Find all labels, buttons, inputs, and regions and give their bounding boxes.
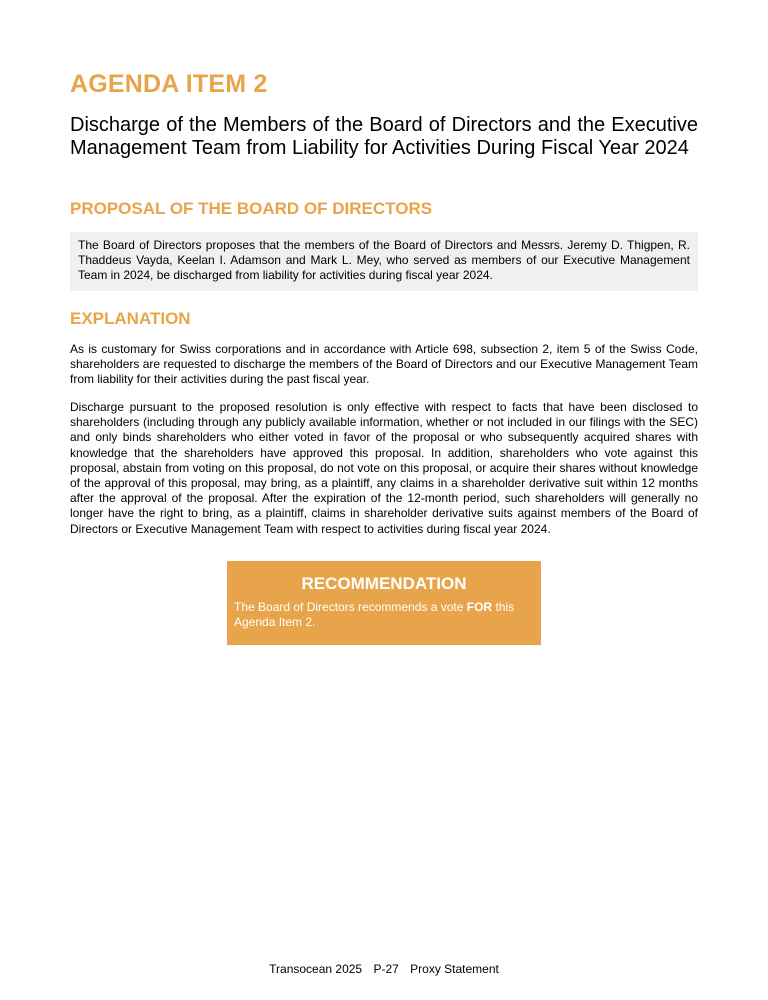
footer-page-number: P-27: [373, 962, 399, 976]
recommendation-title: RECOMMENDATION: [301, 574, 467, 593]
recommendation-text-after: this Agenda Item 2.: [234, 600, 515, 629]
recommendation-text: [234, 600, 534, 630]
footer-company-year: Transocean 2025: [269, 962, 363, 976]
explanation-paragraph-2: Discharge pursuant to the proposed resolution is only effective with respect to facts that have been disclosed to shareholders (including through any publicly available information, whether or not included in our filings with the SEC) and only binds shareholders who either voted in favor of the proposal or who subsequently acquired shares with knowledge that the shareholders have approved this proposal. In addition, shareholders who vote against this proposal, abstain from voting on this proposal, do not vote on this proposal, or acquire their shares without knowledge of the approval of this proposal, may bring, as a plaintiff, any claims in a shareholder derivative suit within 12 months after the approval of the proposal. After the expiration of the 12-month period, such shareholders will generally no longer have the right to bring, as a plaintiff, claims in shareholder derivative suits against members of the Board of Directors or Executive Management Team with respect to activities during fiscal year 2024.: [70, 400, 698, 536]
recommendation-box: [227, 561, 541, 645]
proposal-text: The Board of Directors proposes that the members of the Board of Directors and Messrs. Jeremy D. Thigpen, R. Thaddeus Vayda, Keelan I. Adamson and Mark L. Mey, who served as members of our Executive Management Team in 2024, be discharged from liability for activities during fiscal year 2024.: [78, 238, 690, 283]
recommendation-vote-for: FOR: [466, 600, 493, 614]
footer-document-name: Proxy Statement: [410, 962, 499, 976]
explanation-heading: EXPLANATION: [70, 309, 191, 328]
explanation-paragraph-1: As is customary for Swiss corporations and in accordance with Article 698, subsection 2, item 5 of the Swiss Code, shareholders are requested to discharge the members of the Board of Directors and our Executive Management Team from liability for their activities during the past fiscal year.: [70, 342, 698, 387]
agenda-title: AGENDA ITEM 2: [70, 70, 268, 98]
agenda-subtitle: Discharge of the Members of the Board of Directors and the Executive Management Team from Liability for Activities During Fiscal Year 2024: [70, 114, 698, 159]
proposal-heading: PROPOSAL OF THE BOARD OF DIRECTORS: [70, 199, 433, 218]
recommendation-text-before: The Board of Directors recommends a vote: [234, 600, 467, 614]
page-footer: [0, 962, 768, 976]
proposal-box: [70, 232, 698, 291]
